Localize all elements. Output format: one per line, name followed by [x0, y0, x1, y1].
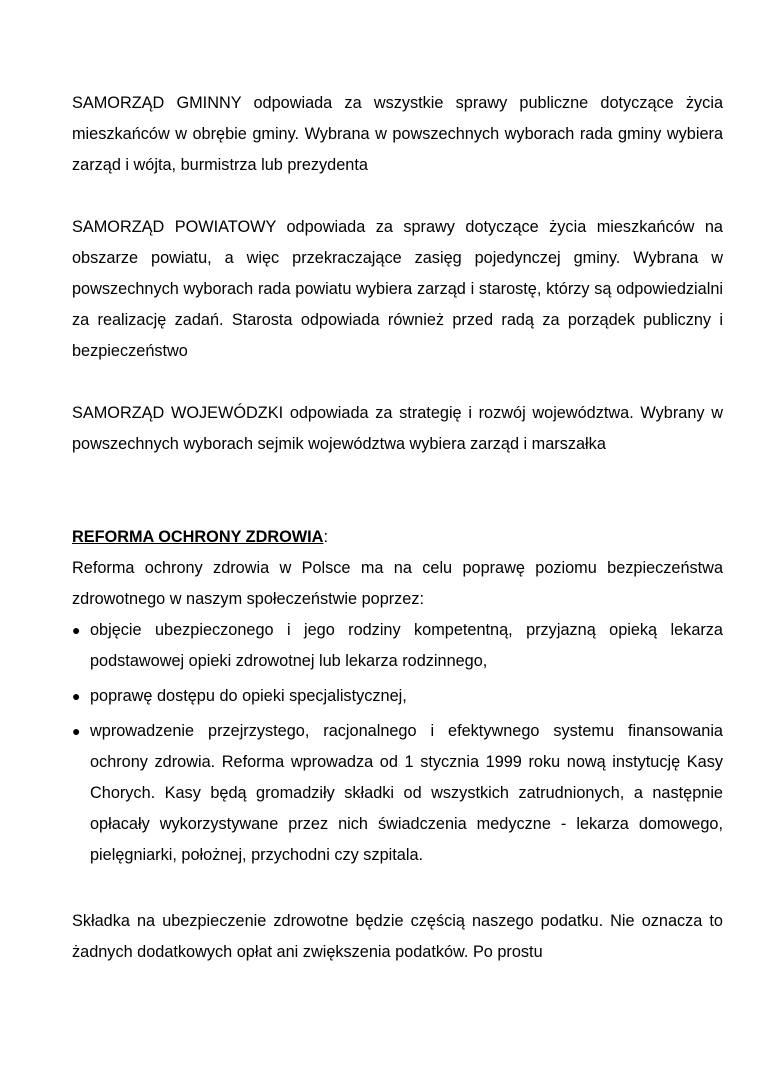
paragraph-samorzad-wojewodzki: SAMORZĄD WOJEWÓDZKI odpowiada za strategię i rozwój województwa. Wybrany w powszechnych wyborach sejmik województwa wybiera zarząd i marszałka: [72, 404, 723, 453]
bullet-icon: ●: [72, 688, 81, 704]
section-heading-colon: :: [323, 528, 328, 546]
bullet-item: [72, 681, 723, 712]
section-heading-line: [72, 522, 723, 553]
bullet-icon: ●: [72, 622, 81, 638]
paragraph-spacer: [72, 181, 723, 212]
paragraph-spacer: [72, 367, 723, 398]
bullet-item: [72, 716, 723, 871]
bullet-text: objęcie ubezpieczonego i jego rodziny kompetentną, przyjazną opieką lekarza podstawowej opieki zdrowotnej lub lekarza rodzinnego,: [90, 621, 723, 670]
paragraph-samorzad-gminny: SAMORZĄD GMINNY odpowiada za wszystkie sprawy publiczne dotyczące życia mieszkańców w obrębie gminy. Wybrana w powszechnych wyborach rada gminy wybiera zarząd i wójta, burmistrza lub prezydenta: [72, 94, 723, 174]
section-spacer: [72, 460, 723, 522]
section-heading: REFORMA OCHRONY ZDROWIA: [72, 528, 324, 546]
bullet-text: wprowadzenie przejrzystego, racjonalnego i efektywnego systemu finansowania ochrony zdrowia. Reforma wprowadza od 1 stycznia 1999 roku nową instytucję Kasy Chorych. Kasy będą gromadziły składki od wszystkich zatrudnionych, a następnie opłacały wykorzystywane przez nich świadczenia medyczne - lekarza domowego, pielęgniarki, położnej, przychodni czy szpitala.: [90, 722, 723, 864]
bullet-icon: ●: [72, 723, 81, 739]
bullet-text: poprawę dostępu do opieki specjalistycznej,: [90, 687, 407, 705]
section-intro: Reforma ochrony zdrowia w Polsce ma na celu poprawę poziomu bezpieczeństwa zdrowotnego w naszym społeczeństwie poprzez:: [72, 559, 723, 608]
document-page: [72, 88, 723, 968]
bullet-item: [72, 615, 723, 677]
paragraph-closing: Składka na ubezpieczenie zdrowotne będzie częścią naszego podatku. Nie oznacza to żadnych dodatkowych opłat ani zwiększenia podatków. Po prostu: [72, 912, 723, 961]
bullet-list: [72, 615, 723, 871]
paragraph-samorzad-powiatowy: SAMORZĄD POWIATOWY odpowiada za sprawy dotyczące życia mieszkańców na obszarze powiatu, a więc przekraczające zasięg pojedynczej gminy. Wybrana w powszechnych wyborach rada powiatu wybiera zarząd i starostę, którzy są odpowiedzialni za realizację zadań. Starosta odpowiada również przed radą za porządek publiczny i bezpieczeństwo: [72, 218, 723, 360]
paragraph-spacer: [72, 875, 723, 906]
